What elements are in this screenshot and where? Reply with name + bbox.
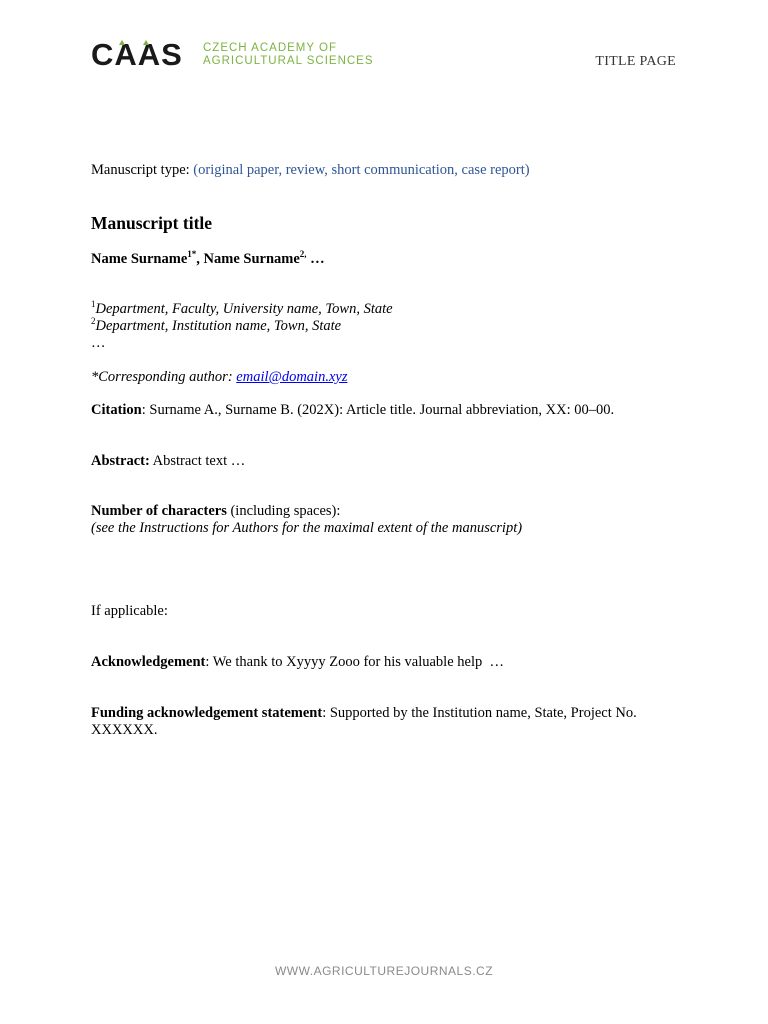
corresponding-author (91, 369, 347, 386)
acknowledgement-label: Acknowledgement (91, 654, 206, 670)
caas-logo-mark (91, 37, 191, 72)
acknowledgement (91, 654, 504, 671)
manuscript-type (91, 162, 530, 179)
logo-accent-mark (143, 40, 149, 45)
authors-more: … (306, 251, 325, 267)
logo-wordmark: CAAS (91, 37, 183, 72)
corresponding-label: *Corresponding author: (91, 369, 237, 385)
if-applicable: If applicable: (91, 603, 168, 619)
author-1: Name Surname (91, 251, 188, 267)
affiliation-2 (91, 318, 341, 335)
logo-line-2: AGRICULTURAL SCIENCES (203, 55, 374, 67)
page-label: TITLE PAGE (595, 54, 676, 69)
footer-url: WWW.AGRICULTUREJOURNALS.CZ (274, 964, 494, 978)
manuscript-type-label: Manuscript type: (91, 162, 190, 178)
caas-logo (91, 37, 374, 72)
manuscript-title: Manuscript title (91, 213, 213, 233)
author-2: Name Surname (203, 251, 300, 267)
email-link[interactable]: email@domain.xyz (236, 369, 348, 385)
acknowledgement-text: : We thank to Xyyyy Zooo for his valuable help … (205, 654, 504, 670)
citation-label: Citation (91, 402, 142, 418)
affiliation-1-text: Department, Faculty, University name, Town, State (95, 301, 393, 317)
funding-statement (91, 705, 637, 722)
abstract-label: Abstract: (91, 453, 150, 469)
affiliation-2-sup: 2 (91, 316, 96, 326)
affiliation-1 (91, 301, 393, 318)
logo-accent-mark (119, 40, 125, 45)
logo-text (203, 42, 374, 68)
affiliation-more: … (91, 335, 106, 351)
citation-text: : Surname A., Surname B. (202X): Article title. Journal abbreviation, XX: 00–00. (141, 402, 615, 418)
citation (91, 402, 614, 419)
logo-line-1: CZECH ACADEMY OF (203, 42, 337, 54)
character-count-note: (see the Instructions for Authors for the maximal extent of the manuscript) (91, 520, 523, 536)
affiliation-1-sup: 1 (91, 299, 96, 309)
funding-project-number: XXXXXX. (91, 722, 158, 738)
funding-text: : Supported by the Institution name, State, Project No. (322, 705, 637, 721)
abstract-text: Abstract text … (149, 453, 246, 469)
character-count-text: (including spaces): (226, 503, 341, 519)
manuscript-type-options: (original paper, review, short communication, case report) (193, 162, 530, 178)
authors-line (91, 251, 325, 268)
affiliation-2-text: Department, Institution name, Town, State (95, 318, 342, 334)
author-2-sup: 2, (299, 249, 307, 259)
character-count (91, 503, 340, 520)
character-count-label: Number of characters (91, 503, 227, 519)
funding-label: Funding acknowledgement statement (91, 705, 323, 721)
author-separator: , (196, 251, 204, 267)
abstract (91, 453, 245, 470)
author-1-sup: 1* (187, 249, 197, 259)
